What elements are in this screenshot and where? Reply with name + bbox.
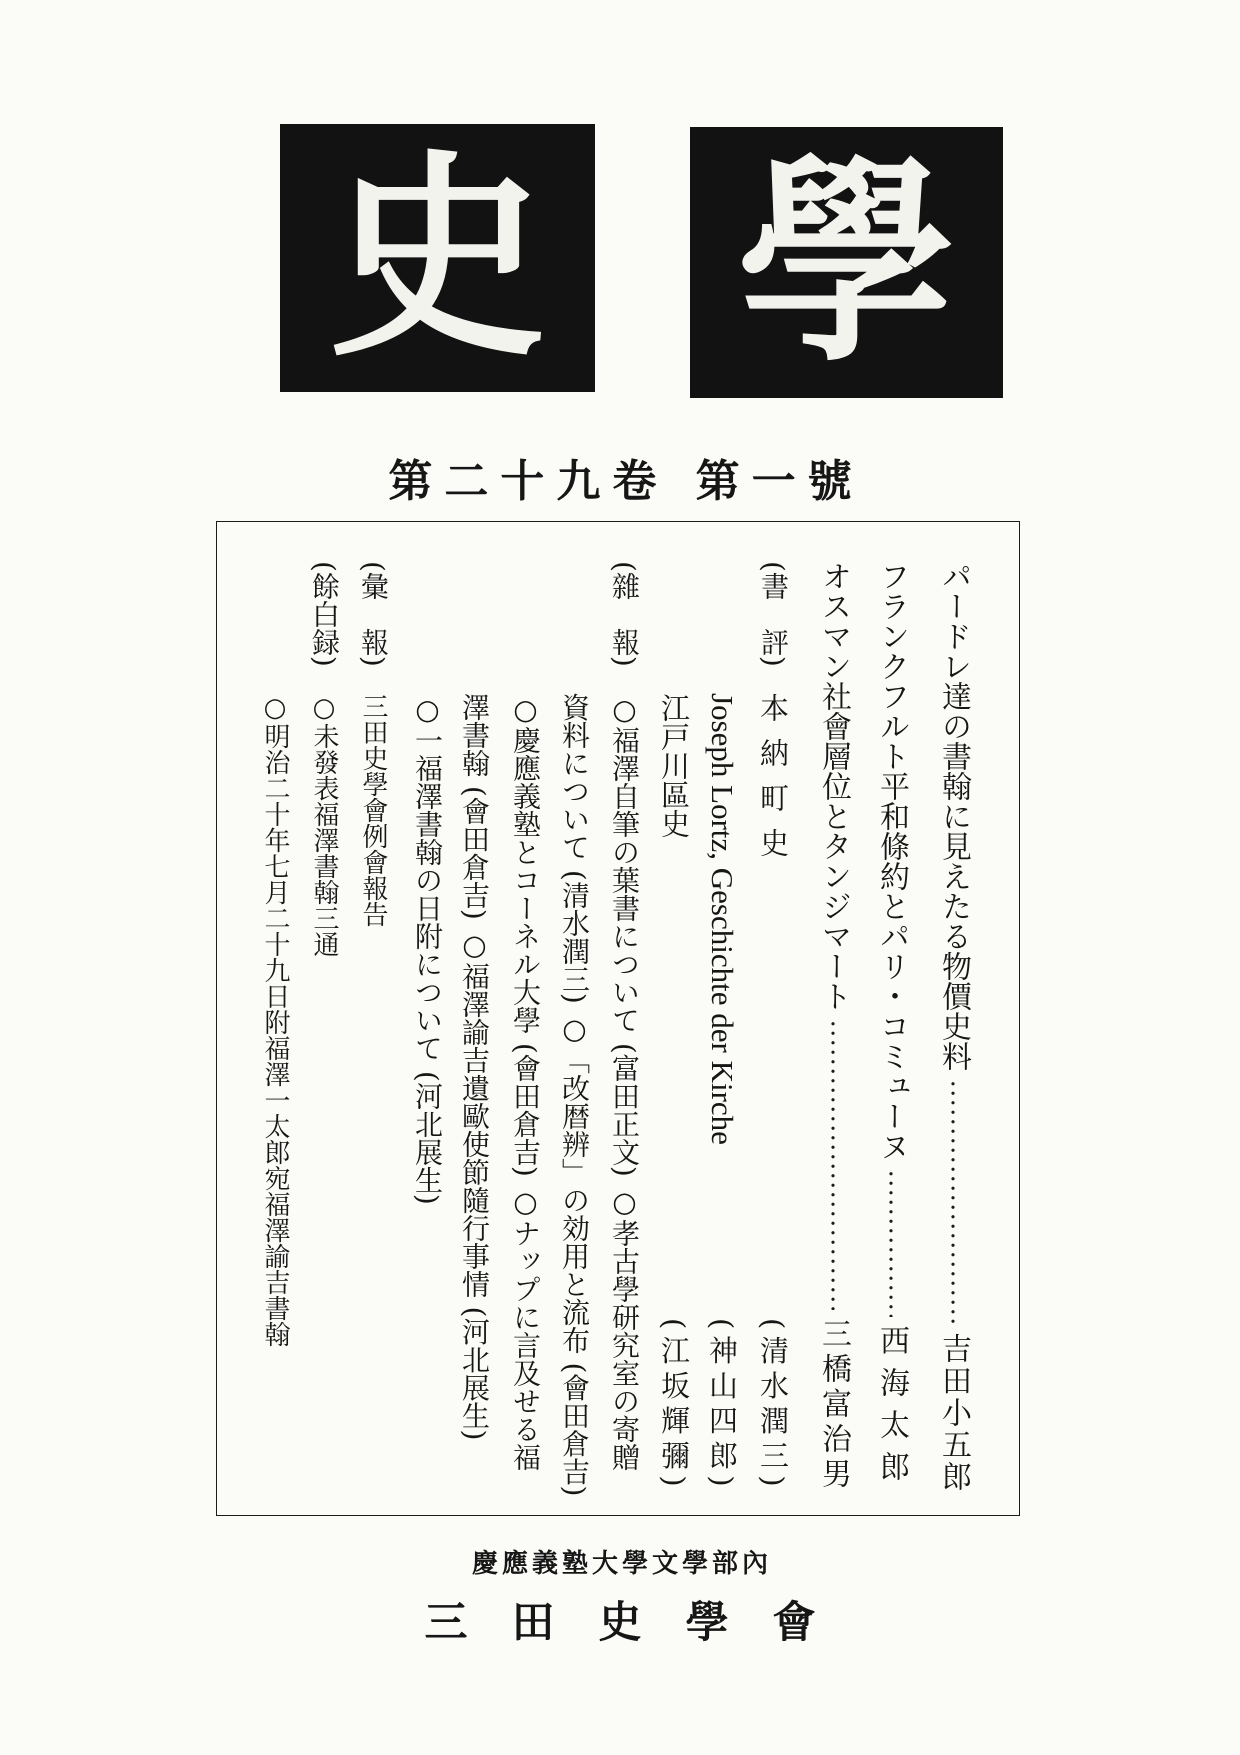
margin-note-line: ○明治二十年七月二十九日附福澤一太郎宛福澤諭吉書翰 [260, 693, 290, 1347]
section-label-bulletin: (彙 報) [357, 561, 390, 667]
miscellany-line: 澤書翰 (會田倉吉) ○福澤諭吉遺歐使節隨行事情 (河北展生) [458, 693, 491, 1441]
article-entry [873, 561, 909, 1493]
title-char-shi: 史 [328, 130, 547, 386]
miscellany-line: ○慶應義塾とコーネル大學 (會田倉吉) ○ナップに言及せる福 [509, 693, 542, 1471]
miscellany-line: ○福澤自筆の葉書について (富田正文) ○孝古學研究室の寄贈 [608, 693, 641, 1471]
publisher-name: 三田史學會 [424, 1598, 860, 1648]
review-title: Joseph Lortz, Geschichte der Kirche [705, 693, 740, 1145]
title-block-left [280, 124, 595, 392]
title-block-right [690, 127, 1003, 398]
article-title: オスマン社會層位とタンジマート [816, 561, 851, 1011]
miscellany-line: ○一福澤書翰の日附について (河北展生) [411, 693, 444, 1205]
review-entry [704, 693, 740, 1493]
review-entry [656, 693, 692, 1493]
miscellany-line: 資料について (清水潤三) ○「改暦辨」の効用と流布 (會田倉吉) [558, 693, 591, 1497]
leader-dots [829, 1019, 837, 1310]
table-of-contents [216, 521, 1020, 1516]
leader-dots [949, 1079, 957, 1325]
article-title: フランクフルト平和條約とパリ・コミューヌ [874, 561, 909, 1161]
section-label-miscellany: (雜 報) [608, 561, 641, 667]
article-title: パードレ達の書翰に見えたる物價史料 [936, 561, 971, 1071]
reviewer: (神山四郎) [705, 1318, 739, 1493]
reviewer: (江坂輝彌) [657, 1318, 691, 1493]
article-entry [815, 561, 851, 1493]
review-entry [755, 693, 791, 1493]
article-author: 三橋富治男 [816, 1318, 851, 1493]
publisher-affiliation: 慶應義塾大學文學部內 [471, 1549, 772, 1579]
section-label-margin-notes: (餘白録) [308, 561, 341, 667]
review-title: 本納町史 [756, 693, 790, 873]
leader-dots [887, 1169, 895, 1317]
article-entry [935, 561, 971, 1493]
reviewer: (清水潤三) [756, 1318, 790, 1493]
title-char-gaku: 學 [737, 134, 956, 391]
review-title: 江戸川區史 [657, 693, 691, 838]
volume-issue: 第二十九卷 第一號 [388, 456, 864, 507]
section-label-reviews: (書 評) [757, 561, 790, 667]
bulletin-line: 三田史學會例會報告 [358, 693, 388, 927]
article-author: 西海太郎 [874, 1325, 909, 1493]
article-author: 吉田小五郎 [936, 1333, 971, 1493]
margin-note-line: ○未發表福澤書翰三通 [309, 693, 339, 957]
